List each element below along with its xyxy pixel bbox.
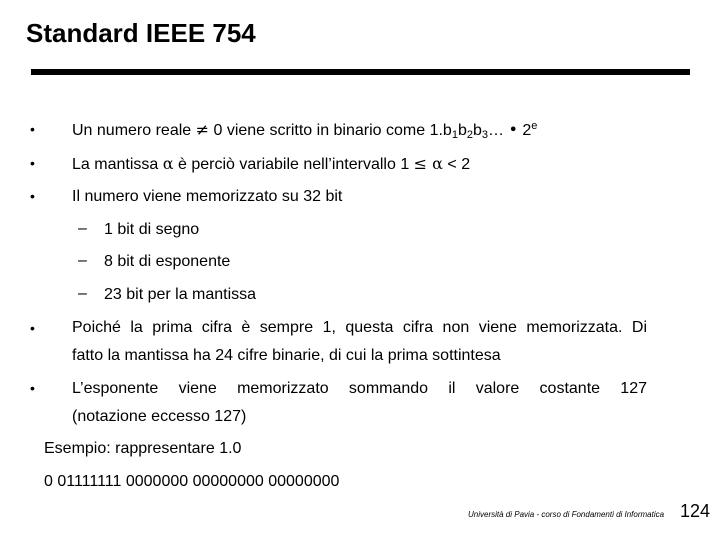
slide-title: Standard IEEE 754 bbox=[26, 18, 256, 48]
bullet-marker: • bbox=[30, 121, 35, 137]
sub-item-sign-bit: 1 bit di segno bbox=[104, 221, 200, 238]
bullet-marker: • bbox=[30, 155, 35, 171]
dash-marker: – bbox=[78, 220, 87, 237]
alpha-symbol: α bbox=[162, 154, 174, 173]
bullet-text: La mantissa bbox=[72, 156, 163, 173]
exponent: e bbox=[531, 120, 538, 132]
footer-university: Università di Pavia - corso di Fondamenti di Informatica bbox=[468, 510, 665, 519]
example-bit-pattern: 0 01111111 0000000 00000000 00000000 bbox=[44, 473, 340, 490]
title-divider bbox=[31, 69, 690, 75]
bullet-text: b bbox=[472, 122, 482, 139]
subscript: 3 bbox=[481, 129, 489, 141]
subscript: 2 bbox=[466, 129, 473, 141]
multiply-dot: • bbox=[508, 120, 518, 139]
sub-item-exponent-bits: 8 bit di esponente bbox=[104, 253, 231, 270]
page-number: 124 bbox=[680, 501, 711, 521]
bullet-hidden-bit-line1: Poiché la prima cifra è sempre 1, questa cifra non viene memorizzata. Di bbox=[72, 319, 647, 336]
subscript: 1 bbox=[451, 129, 458, 141]
bullet-mantissa-interval bbox=[72, 154, 470, 175]
bullet-binary-representation bbox=[72, 120, 537, 141]
bullet-hidden-bit-line2: fatto la mantissa ha 24 cifre binarie, di cui la prima sottintesa bbox=[72, 347, 501, 364]
bullet-marker: • bbox=[30, 380, 35, 396]
bullet-marker: • bbox=[30, 188, 35, 204]
bullet-text: < 2 bbox=[442, 156, 471, 173]
bullet-text: è perciò variabile nell’intervallo 1 bbox=[173, 156, 414, 173]
dash-marker: – bbox=[78, 252, 87, 269]
bullet-text: 0 viene scritto in binario come 1.b bbox=[209, 122, 452, 139]
dash-marker: – bbox=[78, 285, 87, 302]
sub-item-mantissa-bits: 23 bit per la mantissa bbox=[104, 286, 257, 303]
not-equal-symbol: ≠ bbox=[195, 120, 210, 139]
ellipsis: … bbox=[488, 122, 509, 139]
leq-symbol: ≤ bbox=[413, 154, 428, 173]
bullet-marker: • bbox=[30, 320, 35, 336]
bullet-text: b bbox=[457, 122, 467, 139]
alpha-symbol: α bbox=[427, 154, 443, 173]
bullet-text: Un numero reale bbox=[72, 122, 196, 139]
bullet-exponent-bias-line2: (notazione eccesso 127) bbox=[72, 408, 247, 425]
bullet-exponent-bias-line1: L’esponente viene memorizzato sommando il valore costante 127 bbox=[72, 380, 647, 397]
bullet-text: 2 bbox=[517, 122, 532, 139]
example-label: Esempio: rappresentare 1.0 bbox=[44, 440, 242, 457]
bullet-32-bit: Il numero viene memorizzato su 32 bit bbox=[72, 188, 343, 205]
